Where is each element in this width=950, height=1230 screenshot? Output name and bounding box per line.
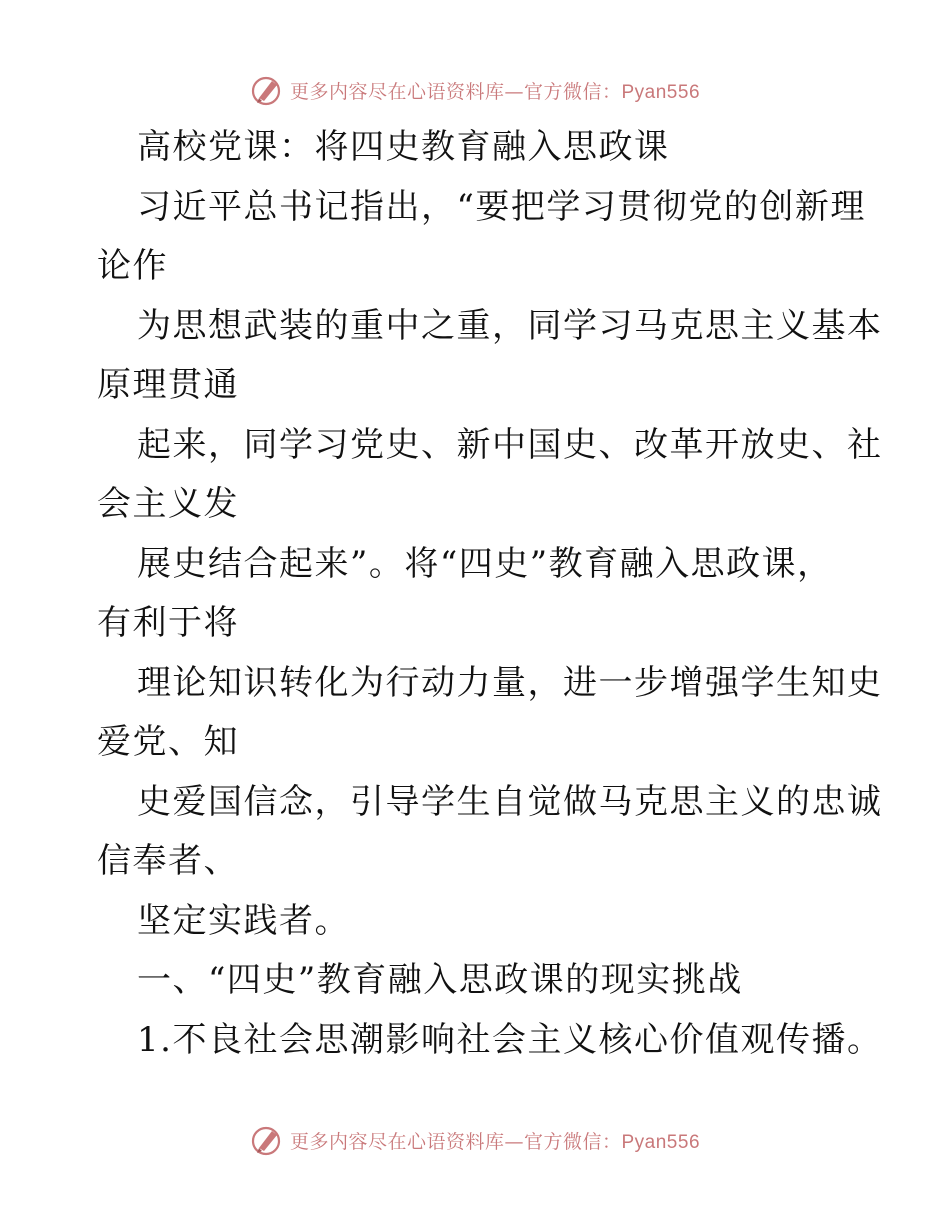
watermark-header [0, 70, 950, 110]
paragraph-line: 爱党、知 [97, 722, 239, 762]
paragraph-line: 史爱国信念，引导学生自觉做马克思主义的忠诚 [137, 781, 883, 822]
wechat-id: Pyan556 [621, 81, 701, 103]
section-heading: 一、“四史”教育融入思政课的现实挑战 [137, 960, 743, 1000]
paragraph-line: 展史结合起来”。将“四史”教育融入思政课， [137, 543, 833, 584]
subsection-heading: 1.不良社会思潮影响社会主义核心价值观传播。 [137, 1019, 883, 1060]
watermark-text: 更多内容尽在心语资料库—官方微信：Pyan556 [289, 1130, 701, 1153]
paragraph-line: 论作 [97, 246, 168, 286]
paragraph-line: 有利于将 [97, 603, 239, 643]
pen-circle-logo-icon [250, 1123, 284, 1157]
pen-circle-logo-icon [250, 73, 284, 107]
watermark-text: 更多内容尽在心语资料库—官方微信：Pyan556 [289, 80, 701, 103]
watermark-footer [0, 1120, 950, 1160]
paragraph-line: 理论知识转化为行动力量，进一步增强学生知史 [137, 662, 883, 703]
paragraph-line: 习近平总书记指出，“要把学习贯彻党的创新理 [137, 186, 866, 227]
paragraph-line: 原理贯通 [97, 365, 239, 405]
paragraph-line: 坚定实践者。 [137, 900, 350, 941]
paragraph-line: 信奉者、 [97, 841, 239, 881]
wechat-id: Pyan556 [621, 1131, 701, 1153]
paragraph-line: 起来，同学习党史、新中国史、改革开放史、社 [137, 424, 883, 465]
paragraph-line: 为思想武装的重中之重，同学习马克思主义基本 [137, 305, 883, 346]
paragraph-line: 会主义发 [97, 484, 239, 524]
document-title: 高校党课：将四史教育融入思政课 [137, 127, 670, 167]
document-body [97, 118, 883, 1070]
